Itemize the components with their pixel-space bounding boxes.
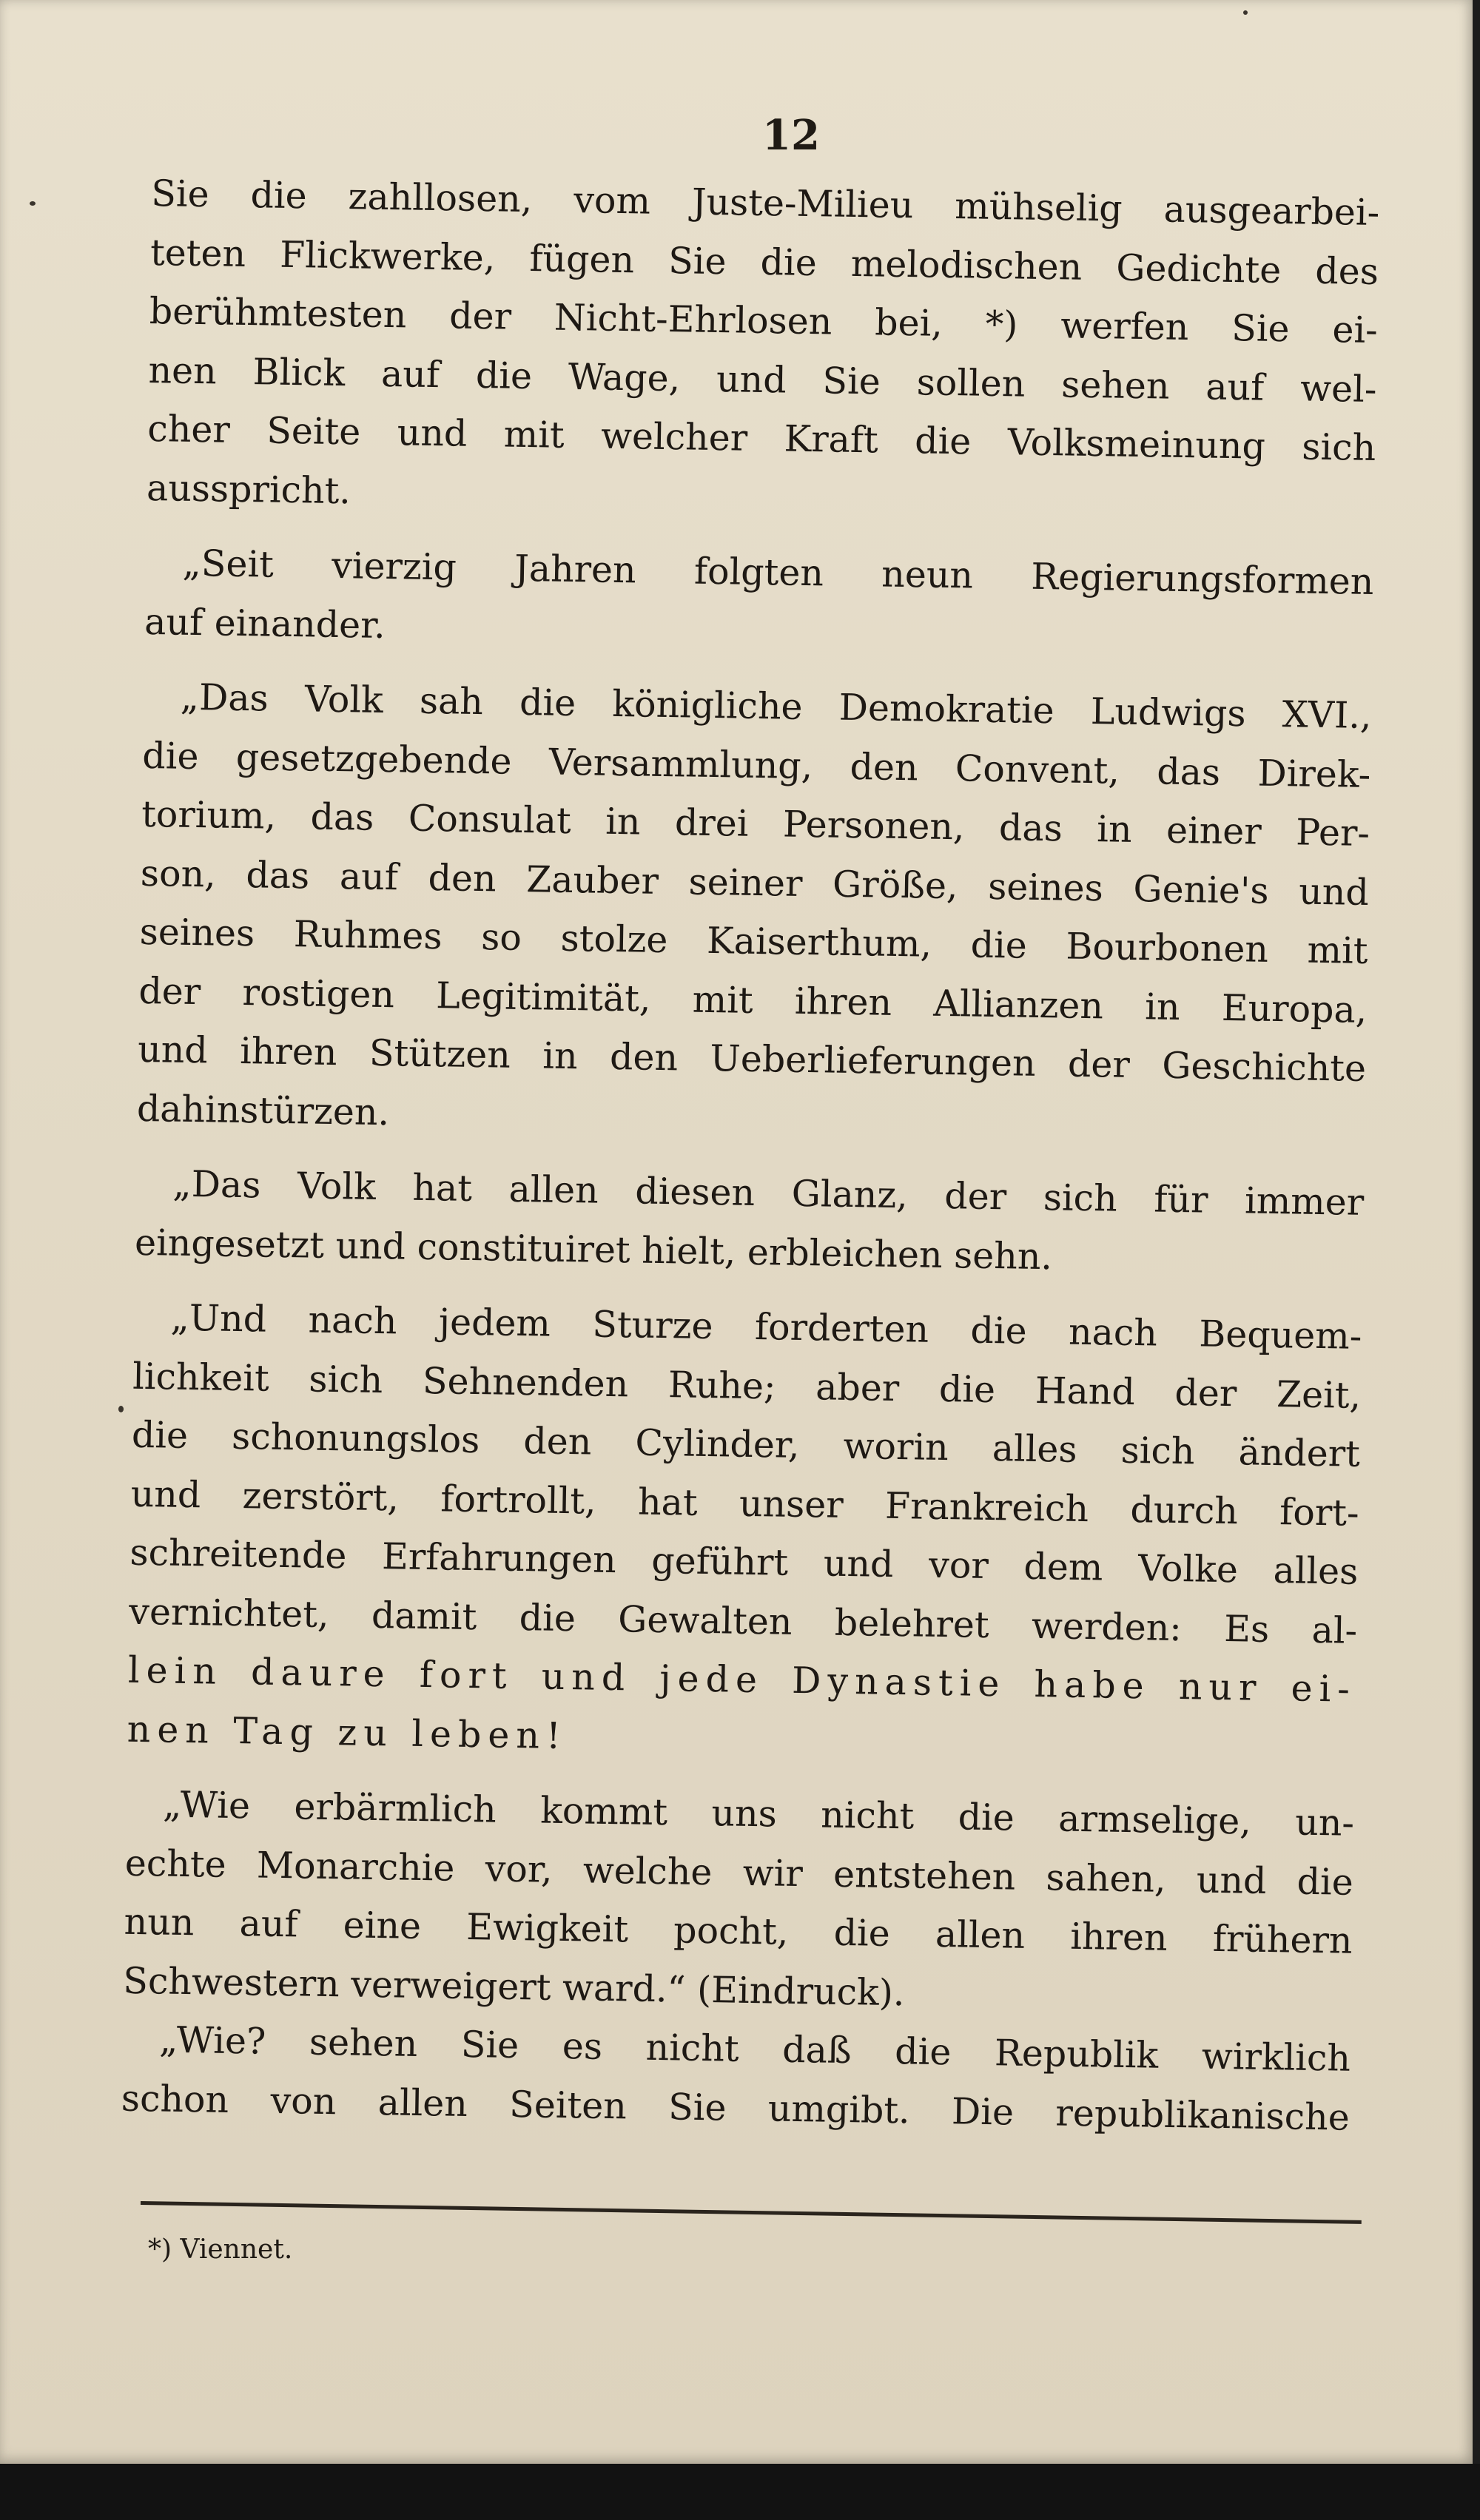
footnote-rule [141, 2201, 1362, 2224]
body-text [121, 164, 1379, 2147]
text-line: schreitende Erfahrungen geführt und vor dem Volke alles [130, 1531, 1359, 1593]
page-number: 12 [762, 111, 820, 160]
text-line: seines Ruhmes so stolze Kaiserthum, die Bourbonen mit [139, 910, 1368, 972]
text-line: cher Seite und mit welcher Kraft die Volksmeinung sich [147, 407, 1376, 470]
text-line: die schonungslos den Cylinder, worin alles sich ändert [131, 1413, 1361, 1475]
text-line: lein daure fort und jede Dynastie habe nur ei- [127, 1648, 1357, 1711]
text-line: „Wie erbärmlich kommt uns nicht die armselige, un- [162, 1783, 1355, 1844]
ink-speck [118, 1406, 124, 1412]
text-line: Schwestern verweigert ward.“ (Eindruck). [122, 1959, 905, 2014]
text-line: vernichtet, damit die Gewalten belehret werden: Es al- [128, 1590, 1358, 1652]
text-line: son, das auf den Zauber seiner Größe, seines Genie's und [140, 852, 1370, 914]
text-line: auf einander. [144, 600, 386, 647]
footnote: *) Viennet. [148, 2234, 293, 2265]
page-edge-shadow [1473, 0, 1480, 2464]
text-line: ausspricht. [146, 466, 352, 512]
text-line: „Und nach jedem Sturze forderten die nach Bequem- [170, 1296, 1362, 1358]
text-line: nen Tag zu leben! [127, 1708, 568, 1757]
text-line: „Seit vierzig Jahren folgten neun Regierungsformen [182, 542, 1374, 604]
text-line: eingesetzt und constituiret hielt, erbleichen sehn. [134, 1221, 1053, 1278]
text-line: „Wie? sehen Sie es nicht daß die Republik wirklich [158, 2018, 1351, 2080]
text-line: echte Monarchie vor, welche wir entstehen sahen, und die [124, 1842, 1354, 1904]
text-line: und zerstört, fortrollt, hat unser Frankreich durch fort- [130, 1472, 1360, 1534]
text-line: nun auf eine Ewigkeit pocht, die allen ihren frühern [124, 1900, 1353, 1962]
text-line: dahinstürzen. [136, 1087, 390, 1133]
text-line: schon von allen Seiten Sie umgibt. Die republikanische [121, 2077, 1350, 2139]
text-line: „Das Volk sah die königliche Demokratie Ludwigs XVI., [180, 676, 1372, 737]
text-line: „Das Volk hat allen diesen Glanz, der sich für immer [172, 1162, 1365, 1224]
text-line: teten Flickwerke, fügen Sie die melodischen Gedichte des [149, 231, 1379, 293]
ink-speck [1243, 10, 1248, 15]
ink-speck [30, 201, 36, 206]
text-line: Sie die zahllosen, vom Juste-Milieu mühselig ausgearbei- [150, 172, 1380, 235]
text-line: und ihren Stützen in den Ueberlieferungen der Geschichte [137, 1028, 1367, 1090]
text-line: torium, das Consulat in drei Personen, das in einer Per- [141, 792, 1370, 855]
text-line: nen Blick auf die Wage, und Sie sollen sehen auf wel- [148, 348, 1377, 411]
text-line: lichkeit sich Sehnenden Ruhe; aber die Hand der Zeit, [132, 1355, 1362, 1417]
scan-background [0, 2464, 1480, 2520]
text-line: berühmtesten der Nicht-Ehrlosen bei, *) werfen Sie ei- [149, 289, 1379, 352]
text-line: der rostigen Legitimität, mit ihren Allianzen in Europa, [138, 969, 1368, 1031]
text-line: die gesetzgebende Versammlung, den Convent, das Direk- [142, 734, 1371, 796]
